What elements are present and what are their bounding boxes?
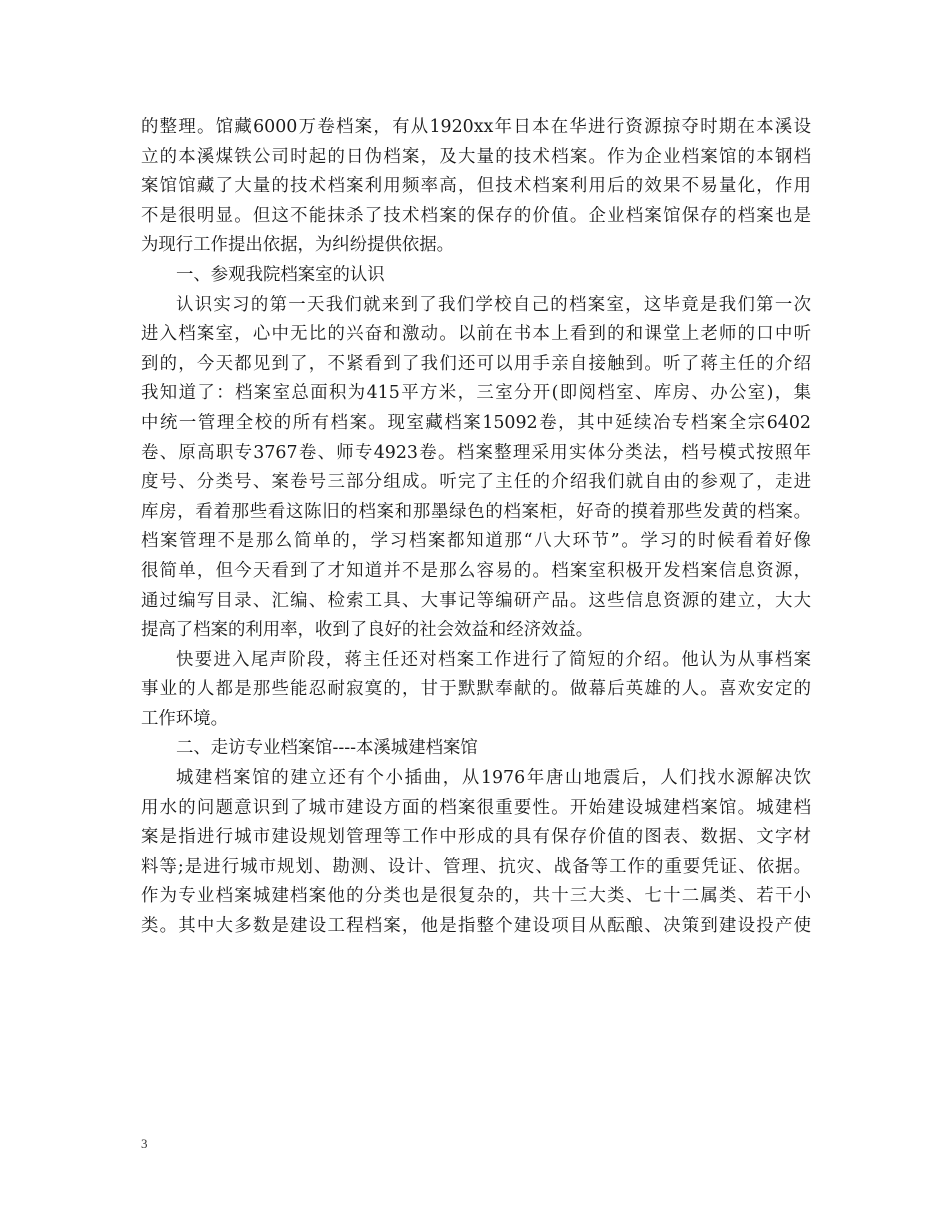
text-line: 类。其中大多数是建设工程档案，他是指整个建设项目从酝酿、决策到建设投产使 xyxy=(141,916,811,937)
text-line: 用水的问题意识到了城市建设方面的档案很重要性。开始建设城建档案馆。城建档 xyxy=(141,797,811,818)
text-line: 卷、原高职专3767卷、师专4923卷。档案整理采用实体分类法，档号模式按照年 xyxy=(141,442,811,463)
text-line: 城建档案馆的建立还有个小插曲，从1976年唐山地震后，人们找水源解决饮 xyxy=(176,768,811,789)
text-line: 工作环境。 xyxy=(141,708,228,729)
text-line: 我知道了：档案室总面积为415平方米，三室分开(即阅档室、库房、办公室)，集 xyxy=(141,383,811,404)
text-line: 进入档案室，心中无比的兴奋和激动。以前在书本上看到的和课堂上老师的口中听 xyxy=(141,324,811,345)
text-line: 作为专业档案城建档案他的分类也是很复杂的，共十三大类、七十二属类、若干小 xyxy=(141,886,811,907)
text-line: 案是指进行城市建设规划管理等工作中形成的具有保存价值的图表、数据、文字材 xyxy=(141,827,811,848)
text-line: 的整理。馆藏6000万卷档案，有从1920xx年日本在华进行资源掠夺时期在本溪设 xyxy=(141,117,811,137)
text-line: 到的，今天都见到了，不紧看到了我们还可以用手亲自接触到。听了蒋主任的介绍 xyxy=(141,353,811,374)
text-line: 中统一管理全校的所有档案。现室藏档案15092卷，其中延续冶专档案全宗6402 xyxy=(141,412,811,433)
text-line: 二、走访专业档案馆----本溪城建档案馆 xyxy=(176,738,478,759)
text-line: 事业的人都是那些能忍耐寂寞的，甘于默默奉献的。做幕后英雄的人。喜欢安定的 xyxy=(141,679,811,700)
text-line: 快要进入尾声阶段，蒋主任还对档案工作进行了简短的介绍。他认为从事档案 xyxy=(176,649,811,670)
text-line: 不是很明显。但这不能抹杀了技术档案的保存的价值。企业档案馆保存的档案也是 xyxy=(141,205,811,226)
text-line: 提高了档案的利用率，收到了良好的社会效益和经济效益。 xyxy=(141,620,594,641)
body-text xyxy=(141,113,811,942)
text-line: 立的本溪煤铁公司时起的日伪档案，及大量的技术档案。作为企业档案馆的本钢档 xyxy=(141,146,811,167)
page-number: 3 xyxy=(141,1136,148,1151)
text-line: 度号、分类号、案卷号三部分组成。听完了主任的介绍我们就自由的参观了，走进 xyxy=(141,472,811,493)
text-line: 通过编写目录、汇编、检索工具、大事记等编研产品。这些信息资源的建立，大大 xyxy=(141,590,811,611)
text-line: 档案管理不是那么简单的，学习档案都知道那“八大环节”。学习的时候看着好像 xyxy=(141,531,811,552)
text-line: 认识实习的第一天我们就来到了我们学校自己的档案室，这毕竟是我们第一次 xyxy=(176,294,811,315)
text-line: 很简单，但今天看到了才知道并不是那么容易的。档案室积极开发档案信息资源， xyxy=(141,560,811,581)
text-line: 一、参观我院档案室的认识 xyxy=(176,264,385,285)
text-line: 案馆馆藏了大量的技术档案利用频率高，但技术档案利用后的效果不易量化，作用 xyxy=(141,176,811,197)
text-line: 料等;是进行城市规划、勘测、设计、管理、抗灾、战备等工作的重要凭证、依据。 xyxy=(141,856,811,877)
text-line: 为现行工作提出依据，为纠纷提供依据。 xyxy=(141,235,455,256)
text-line: 库房，看着那些看这陈旧的档案和那墨绿色的档案柜，好奇的摸着那些发黄的档案。 xyxy=(141,501,811,522)
